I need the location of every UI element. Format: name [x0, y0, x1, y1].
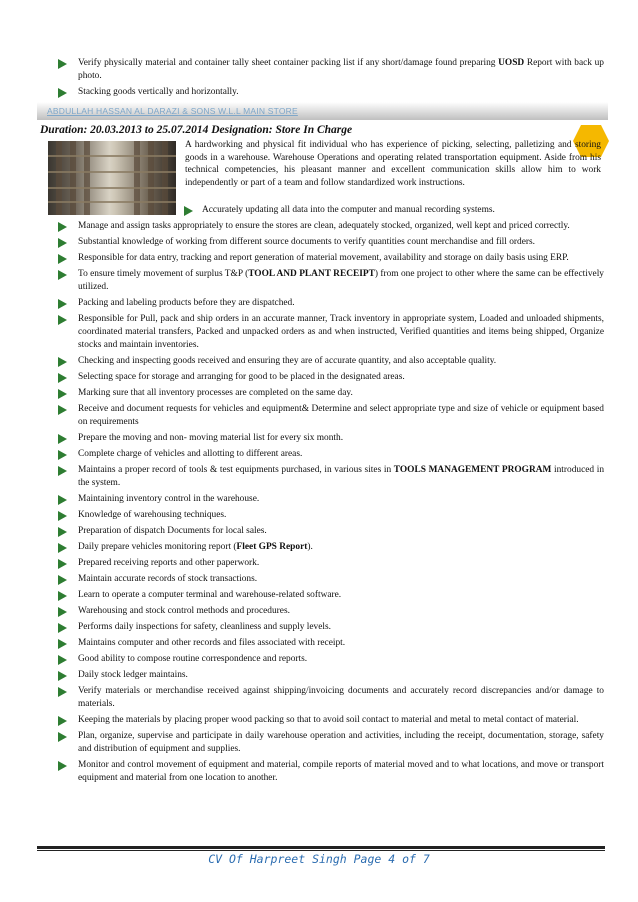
list-item	[56, 236, 604, 249]
list-item-text	[78, 731, 604, 754]
text-run: Prepared receiving reports and other paperwork.	[78, 558, 260, 568]
arrow-bullet-icon	[58, 299, 67, 309]
list-item	[56, 730, 604, 756]
text-run: ).	[307, 542, 313, 552]
list-item	[56, 448, 604, 461]
list-item	[56, 432, 604, 445]
text-run: Keeping the materials by placing proper wood packing so that to avoid soil contact to material and metal to metal contact of material.	[78, 715, 579, 725]
list-item	[56, 493, 604, 506]
summary-paragraph: A hardworking and physical fit individual who has experience of picking, selecting, palletizing and storing goods in a warehouse. Warehouse Operations and operating related transportation equipment. Aside from his technical competencies, his pleasant manner and excellent communication skills allow him to work independently or part of a team and follow standardized work instructions.	[185, 140, 601, 188]
text-run: Plan, organize, supervise and participate in daily warehouse operation and activities, including the receipt, documentation, storage, safety and distribution of equipment and supplies.	[78, 731, 604, 754]
arrow-bullet-icon	[58, 88, 67, 98]
list-item-text	[78, 574, 257, 584]
list-item	[182, 204, 622, 217]
arrow-bullet-icon	[58, 222, 67, 232]
text-run: Complete charge of vehicles and allotting to different areas.	[78, 449, 303, 459]
text-run: Performs daily inspections for safety, cleanliness and supply levels.	[78, 622, 331, 632]
text-run: Good ability to compose routine correspondence and reports.	[78, 654, 308, 664]
list-item-text	[78, 654, 307, 664]
text-run: Responsible for data entry, tracking and report generation of material movement, availability and storage on daily basis using ERP.	[78, 253, 569, 263]
list-item	[56, 387, 604, 400]
arrow-bullet-icon	[58, 270, 67, 280]
list-item	[56, 541, 604, 554]
list-item-text	[78, 356, 496, 366]
text-run: Receive and document requests for vehicles and equipment& Determine and select appropriate type and size of vehicle or equipment based on requirements	[78, 404, 604, 427]
list-item	[56, 252, 604, 265]
list-item-text	[78, 388, 353, 398]
footer-divider	[37, 846, 605, 849]
text-run: introduced in the system.	[78, 465, 605, 488]
arrow-bullet-icon	[58, 761, 67, 771]
list-item	[56, 371, 604, 384]
list-item	[56, 313, 604, 352]
text-run: ) from one project to other where the same can be effectively utilized.	[78, 269, 604, 292]
arrow-bullet-icon	[58, 671, 67, 681]
footer-divider-thin	[37, 850, 605, 851]
warehouse-photo	[48, 141, 176, 215]
text-run: Verify physically material and container tally sheet container packing list if any short/damage found preparing	[78, 58, 499, 68]
list-item-text	[78, 760, 604, 783]
list-item	[56, 557, 604, 570]
list-item	[56, 714, 604, 727]
list-item	[56, 355, 604, 368]
list-item-text	[78, 269, 604, 292]
list-item	[56, 685, 604, 711]
bold-text: Fleet GPS Report	[236, 542, 308, 552]
bold-text: TOOLS MANAGEMENT PROGRAM	[393, 465, 552, 475]
arrow-bullet-icon	[58, 732, 67, 742]
text-run: Responsible for Pull, pack and ship orders in an accurate manner, Track inventory in appropriate system, Loaded and unloaded shipments, coordinated material transfers, Packed and unpacked orders as and when instructed, Verified quantities and items being shipped, Organize stocks and maintain inventories.	[78, 314, 604, 350]
text-run: Report with back up photo.	[78, 58, 604, 81]
text-run: Prepare the moving and non- moving material list for every six month.	[78, 433, 344, 443]
text-run: Packing and labeling products before they are dispatched.	[78, 298, 295, 308]
list-item	[56, 637, 604, 650]
text-run: Maintains a proper record of tools & test equipments purchased, in various sites in	[78, 465, 394, 475]
arrow-bullet-icon	[58, 434, 67, 444]
arrow-bullet-icon	[58, 495, 67, 505]
list-item	[56, 759, 604, 785]
list-item-text: Accurately updating all data into the computer and manual recording systems.	[202, 205, 495, 215]
list-item	[56, 525, 604, 538]
company-name: ABDULLAH HASSAN AL DARAZI & SONS W.L.L MAIN STORE	[47, 106, 298, 116]
arrow-bullet-icon	[58, 607, 67, 617]
list-item-text	[78, 590, 341, 600]
list-item-text	[78, 542, 313, 552]
list-item-text	[78, 372, 405, 382]
arrow-bullet-icon	[58, 59, 67, 69]
list-item	[56, 653, 604, 666]
text-run: Daily stock ledger maintains.	[78, 670, 188, 680]
text-run: Manage and assign tasks appropriately to ensure the stores are clean, adequately stocked, organized, well kept and priced correctly.	[78, 221, 570, 231]
text-run: Verify materials or merchandise received against shipping/invoicing documents and accurately record discrepancies and/or damage to materials.	[78, 686, 604, 709]
arrow-bullet-icon	[58, 639, 67, 649]
list-item	[56, 220, 604, 233]
text-run: Monitor and control movement of equipment and material, compile reports of material moved and to what locations, and move or transport equipment and material from one location to another.	[78, 760, 604, 783]
list-item	[56, 621, 604, 634]
arrow-bullet-icon	[58, 511, 67, 521]
bold-text: UOSD	[498, 58, 525, 68]
list-item	[56, 403, 604, 429]
list-item-text	[78, 433, 343, 443]
list-item	[56, 57, 604, 83]
list-item-text	[78, 558, 259, 568]
arrow-bullet-icon	[58, 559, 67, 569]
list-item	[56, 669, 604, 682]
arrow-bullet-icon	[58, 373, 67, 383]
list-item-text	[78, 526, 267, 536]
arrow-bullet-icon	[58, 575, 67, 585]
arrow-bullet-icon	[58, 543, 67, 553]
arrow-bullet-icon	[58, 405, 67, 415]
text-run: Substantial knowledge of working from different source documents to verify quantities count merchandise and fill orders.	[78, 237, 535, 247]
list-item-text	[78, 510, 226, 520]
arrow-bullet-icon	[58, 238, 67, 248]
list-item	[56, 297, 604, 310]
text-run: To ensure timely movement of surplus T&P (	[78, 269, 249, 279]
arrow-bullet-icon	[58, 315, 67, 325]
list-item-text	[78, 314, 604, 350]
list-item	[56, 573, 604, 586]
list-item-text	[78, 606, 290, 616]
arrow-bullet-icon	[58, 527, 67, 537]
text-run: Selecting space for storage and arranging for good to be placed in the designated areas.	[78, 372, 405, 382]
text-run: Knowledge of warehousing techniques.	[78, 510, 227, 520]
list-item-text	[78, 622, 331, 632]
text-run: Daily prepare vehicles monitoring report (	[78, 542, 237, 552]
list-item-text	[78, 449, 302, 459]
list-item-text	[78, 494, 259, 504]
list-item-text	[78, 638, 345, 648]
text-run: Learn to operate a computer terminal and warehouse-related software.	[78, 590, 342, 600]
arrow-bullet-icon	[58, 623, 67, 633]
page-footer: CV Of Harpreet Singh Page 4 of 7	[208, 852, 430, 866]
arrow-bullet-icon	[184, 206, 193, 216]
bold-text: TOOL AND PLANT RECEIPT	[248, 269, 375, 279]
text-run: Stacking goods vertically and horizontally.	[78, 87, 239, 97]
list-item-text	[78, 58, 604, 81]
text-run: Checking and inspecting goods received and ensuring they are of accurate quantity, and also acceptable quality.	[78, 356, 497, 366]
top-bullet-list	[56, 57, 604, 102]
text-run: Preparation of dispatch Documents for local sales.	[78, 526, 267, 536]
text-run: Maintains computer and other records and files associated with receipt.	[78, 638, 346, 648]
list-item	[56, 509, 604, 522]
text-run: Warehousing and stock control methods and procedures.	[78, 606, 290, 616]
arrow-bullet-icon	[58, 357, 67, 367]
list-item-text	[78, 221, 570, 231]
list-item	[56, 464, 604, 490]
list-item-text	[78, 715, 579, 725]
list-item-text	[78, 404, 604, 427]
list-item-text	[78, 298, 295, 308]
arrow-bullet-icon	[58, 591, 67, 601]
text-run: Marking sure that all inventory processes are completed on the same day.	[78, 388, 353, 398]
arrow-bullet-icon	[58, 450, 67, 460]
list-item-text	[78, 686, 604, 709]
duration-designation: Duration: 20.03.2013 to 25.07.2014 Designation: Store In Charge	[40, 124, 353, 136]
arrow-bullet-icon	[58, 655, 67, 665]
list-item-text	[78, 87, 239, 97]
list-item	[56, 86, 604, 99]
duties-bullet-list	[56, 220, 604, 788]
text-run: Maintain accurate records of stock transactions.	[78, 574, 258, 584]
arrow-bullet-icon	[58, 466, 67, 476]
company-header-bar	[37, 102, 608, 120]
list-item-text	[78, 465, 604, 488]
list-item-text	[78, 670, 188, 680]
list-item	[56, 589, 604, 602]
list-item	[56, 605, 604, 618]
list-item-text	[78, 237, 535, 247]
list-item	[56, 268, 604, 294]
text-run: Maintaining inventory control in the warehouse.	[78, 494, 260, 504]
list-item-text	[78, 253, 569, 263]
arrow-bullet-icon	[58, 716, 67, 726]
arrow-bullet-icon	[58, 687, 67, 697]
arrow-bullet-icon	[58, 254, 67, 264]
arrow-bullet-icon	[58, 389, 67, 399]
